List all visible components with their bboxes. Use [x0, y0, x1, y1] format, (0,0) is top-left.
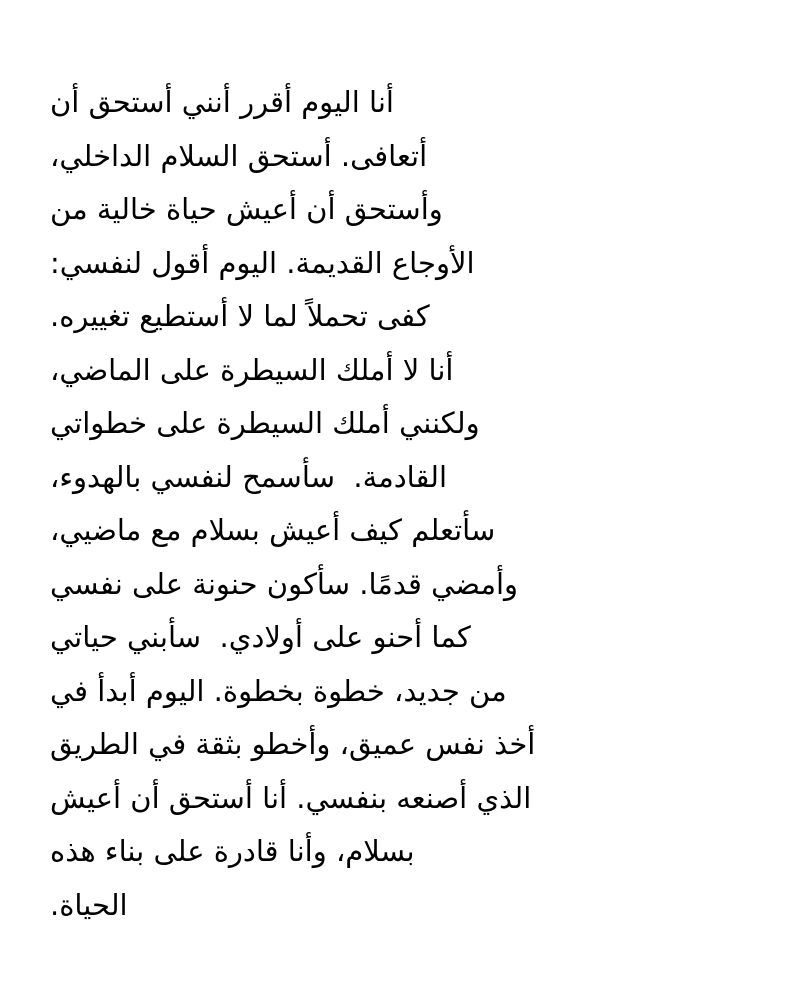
text-line: كفى تحملاً لما لا أستطيع تغييره. — [50, 299, 430, 333]
text-line: سأتعلم كيف أعيش بسلام مع ماضيي، — [50, 513, 496, 547]
text-line: أخذ نفس عميق، وأخطو بثقة في الطريق — [50, 727, 536, 761]
text-line: وأستحق أن أعيش حياة خالية من — [50, 192, 443, 226]
paragraph — [50, 76, 700, 932]
text-line: من جديد، خطوة بخطوة. اليوم أبدأ في — [50, 673, 507, 708]
text-line: الحياة. — [50, 887, 128, 922]
text-line: القادمة. سأسمح لنفسي بالهدوء، — [50, 459, 448, 494]
text-line: كما أحنو على أولادي. سأبني حياتي — [50, 620, 471, 654]
text-line: أنا لا أملك السيطرة على الماضي، — [50, 352, 454, 387]
text-line: ولكنني أملك السيطرة على خطواتي — [50, 406, 480, 440]
text-line: الأوجاع القديمة. اليوم أقول لنفسي: — [50, 245, 475, 280]
text-line: الذي أصنعه بنفسي. أنا أستحق أن أعيش — [50, 780, 532, 815]
text-line: بسلام، وأنا قادرة على بناء هذه — [50, 834, 415, 868]
text-line: أتعافى. أستحق السلام الداخلي، — [50, 138, 428, 173]
text-line: وأمضي قدمًا. سأكون حنونة على نفسي — [50, 566, 519, 601]
text-line: أنا اليوم أقرر أنني أستحق أن — [50, 85, 394, 119]
